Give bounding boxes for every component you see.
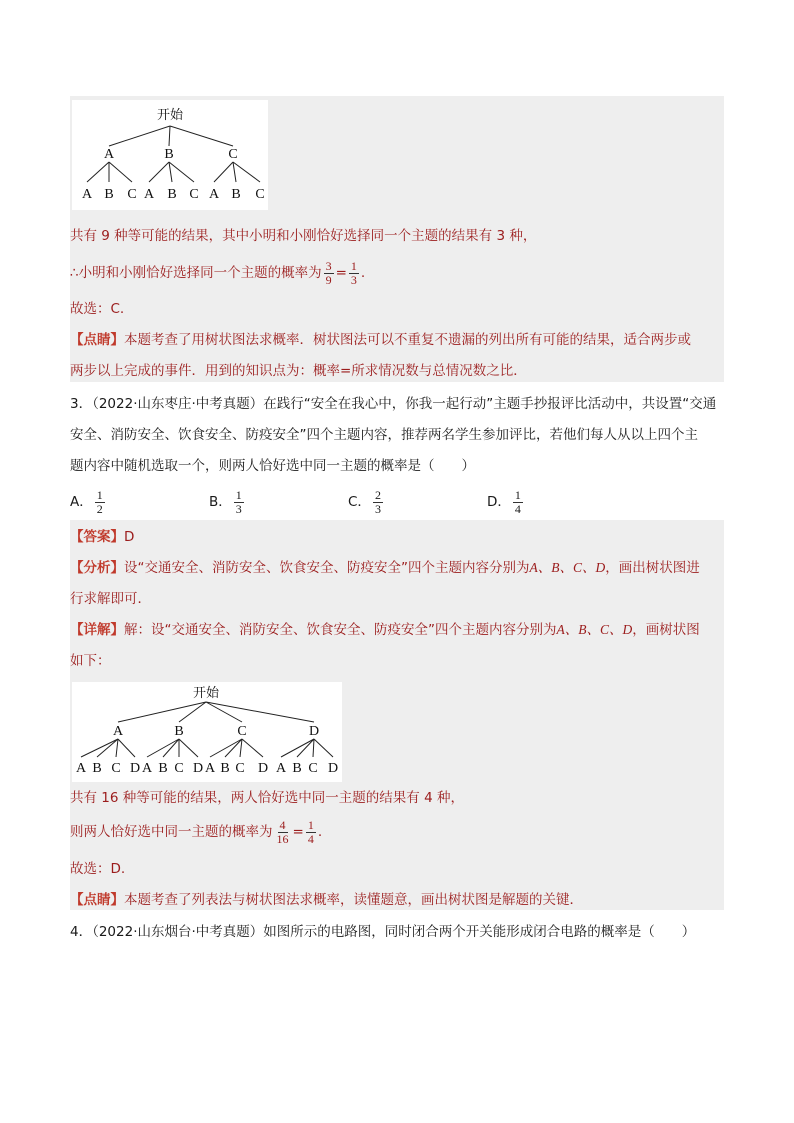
tree2-leaf: A [204, 761, 216, 776]
tree2-leaf: A [275, 761, 287, 776]
q3-option-b: B． $\frac{1}{3}$ [209, 487, 242, 516]
fraction: $\frac{4}{16}$ [276, 817, 289, 846]
analysis-tag: 【分析】 [70, 560, 124, 576]
tree2-leaf: A [141, 761, 153, 776]
tree-diagram-1 [72, 100, 268, 210]
q3-question-line3: 题内容中随机选取一个，则两人恰好选中同一主题的概率是（ ） [70, 458, 475, 474]
tree1-leaf: A [143, 187, 155, 202]
q3-question-line2: 安全、消防安全、饮食安全、防疫安全”四个主题内容，推荐两名学生参加评比，若他们每人从以上四个主 [70, 427, 698, 443]
tree2-node-d: D [308, 724, 320, 739]
q3-choice: 故选：D. [70, 861, 126, 877]
detail-tag: 【详解】 [70, 622, 124, 638]
fraction: $\frac{3}{9}$ [325, 258, 332, 287]
q3-comment: 【点睛】本题考查了列表法与树状图法求概率，读懂题意，画出树状图是解题的关键． [70, 892, 583, 908]
tree2-leaf: B [158, 761, 168, 776]
q2-choice: 故选：C. [70, 301, 125, 317]
tree2-leaf: B [292, 761, 302, 776]
q3-detail-line1: 【详解】解：设“交通安全、消防安全、饮食安全、防疫安全”四个主题内容分别为A、B、C、D，画树状图 [70, 622, 700, 638]
tree2-leaf: C [308, 761, 318, 776]
tree1-leaf: B [104, 187, 114, 202]
q3-option-a: A． $\frac{1}{2}$ [70, 487, 103, 516]
q3-option-d: D． $\frac{1}{4}$ [487, 487, 521, 516]
fraction: $\frac{1}{4}$ [307, 817, 314, 846]
fraction: $\frac{1}{3}$ [350, 258, 357, 287]
tree2-leaf: D [257, 761, 269, 776]
tree1-leaf: C [189, 187, 199, 202]
tree1-leaf: C [127, 187, 137, 202]
tree1-leaf: A [208, 187, 220, 202]
comment-tag: 【点睛】 [70, 332, 124, 348]
tree1-root: 开始 [156, 108, 184, 123]
q3-probability-line: 则两人恰好选中同一主题的概率为 $\frac{4}{16}$ = $\frac{1}{4}$ . [70, 817, 323, 846]
comment-tag: 【点睛】 [70, 892, 124, 908]
tree2-node-c: C [237, 724, 247, 739]
q3-option-c: C． $\frac{2}{3}$ [348, 487, 381, 516]
tree2-leaf: D [129, 761, 141, 776]
answer-tag: 【答案】 [70, 529, 124, 545]
tree1-leaf: B [167, 187, 177, 202]
q4-question-line1: 4．（2022·山东烟台·中考真题）如图所示的电路图，同时闭合两个开关能形成闭合电路的概率是（ ） [70, 924, 696, 940]
tree2-leaf: B [92, 761, 102, 776]
tree1-node-b: B [164, 147, 174, 162]
tree2-leaf: A [75, 761, 87, 776]
q3-answer: 【答案】D [70, 529, 135, 545]
q3-analysis-line2: 行求解即可． [70, 591, 151, 607]
q2-comment-line1: 【点睛】本题考查了用树状图法求概率．树状图法可以不重复不遗漏的列出所有可能的结果，适合两步或 [70, 332, 691, 348]
tree2-leaf: C [111, 761, 121, 776]
tree2-leaf: C [174, 761, 184, 776]
tree2-node-b: B [174, 724, 184, 739]
q3-analysis-line1: 【分析】设“交通安全、消防安全、饮食安全、防疫安全”四个主题内容分别为A、B、C、D，画出树状图进 [70, 560, 700, 576]
q3-detail-line2: 如下： [70, 653, 111, 669]
tree1-leaf: C [255, 187, 265, 202]
tree1-leaf: A [81, 187, 93, 202]
q2-probability-line: ∴小明和小刚恰好选择同一个主题的概率为 $\frac{3}{9}$ = $\frac{1}{3}$ . [70, 258, 366, 287]
tree1-node-a: A [103, 147, 115, 162]
q3-result-line: 共有 16 种等可能的结果，两人恰好选中同一主题的结果有 4 种， [70, 790, 464, 806]
tree2-leaf: B [220, 761, 230, 776]
q2-result-line: 共有 9 种等可能的结果，其中小明和小刚恰好选择同一个主题的结果有 3 种， [70, 228, 537, 244]
q3-question-line1: 3．（2022·山东枣庄·中考真题）在践行“安全在我心中，你我一起行动”主题手抄报评比活动中，共设置“交通 [70, 396, 717, 412]
tree2-leaf: D [192, 761, 204, 776]
tree1-node-c: C [228, 147, 238, 162]
tree1-leaf: B [231, 187, 241, 202]
tree-diagram-2 [72, 682, 342, 782]
tree2-node-a: A [112, 724, 124, 739]
tree2-leaf: C [235, 761, 245, 776]
tree2-root: 开始 [192, 686, 220, 701]
q2-comment-line2: 两步以上完成的事件．用到的知识点为：概率=所求情况数与总情况数之比． [70, 363, 527, 379]
tree2-leaf: D [327, 761, 339, 776]
